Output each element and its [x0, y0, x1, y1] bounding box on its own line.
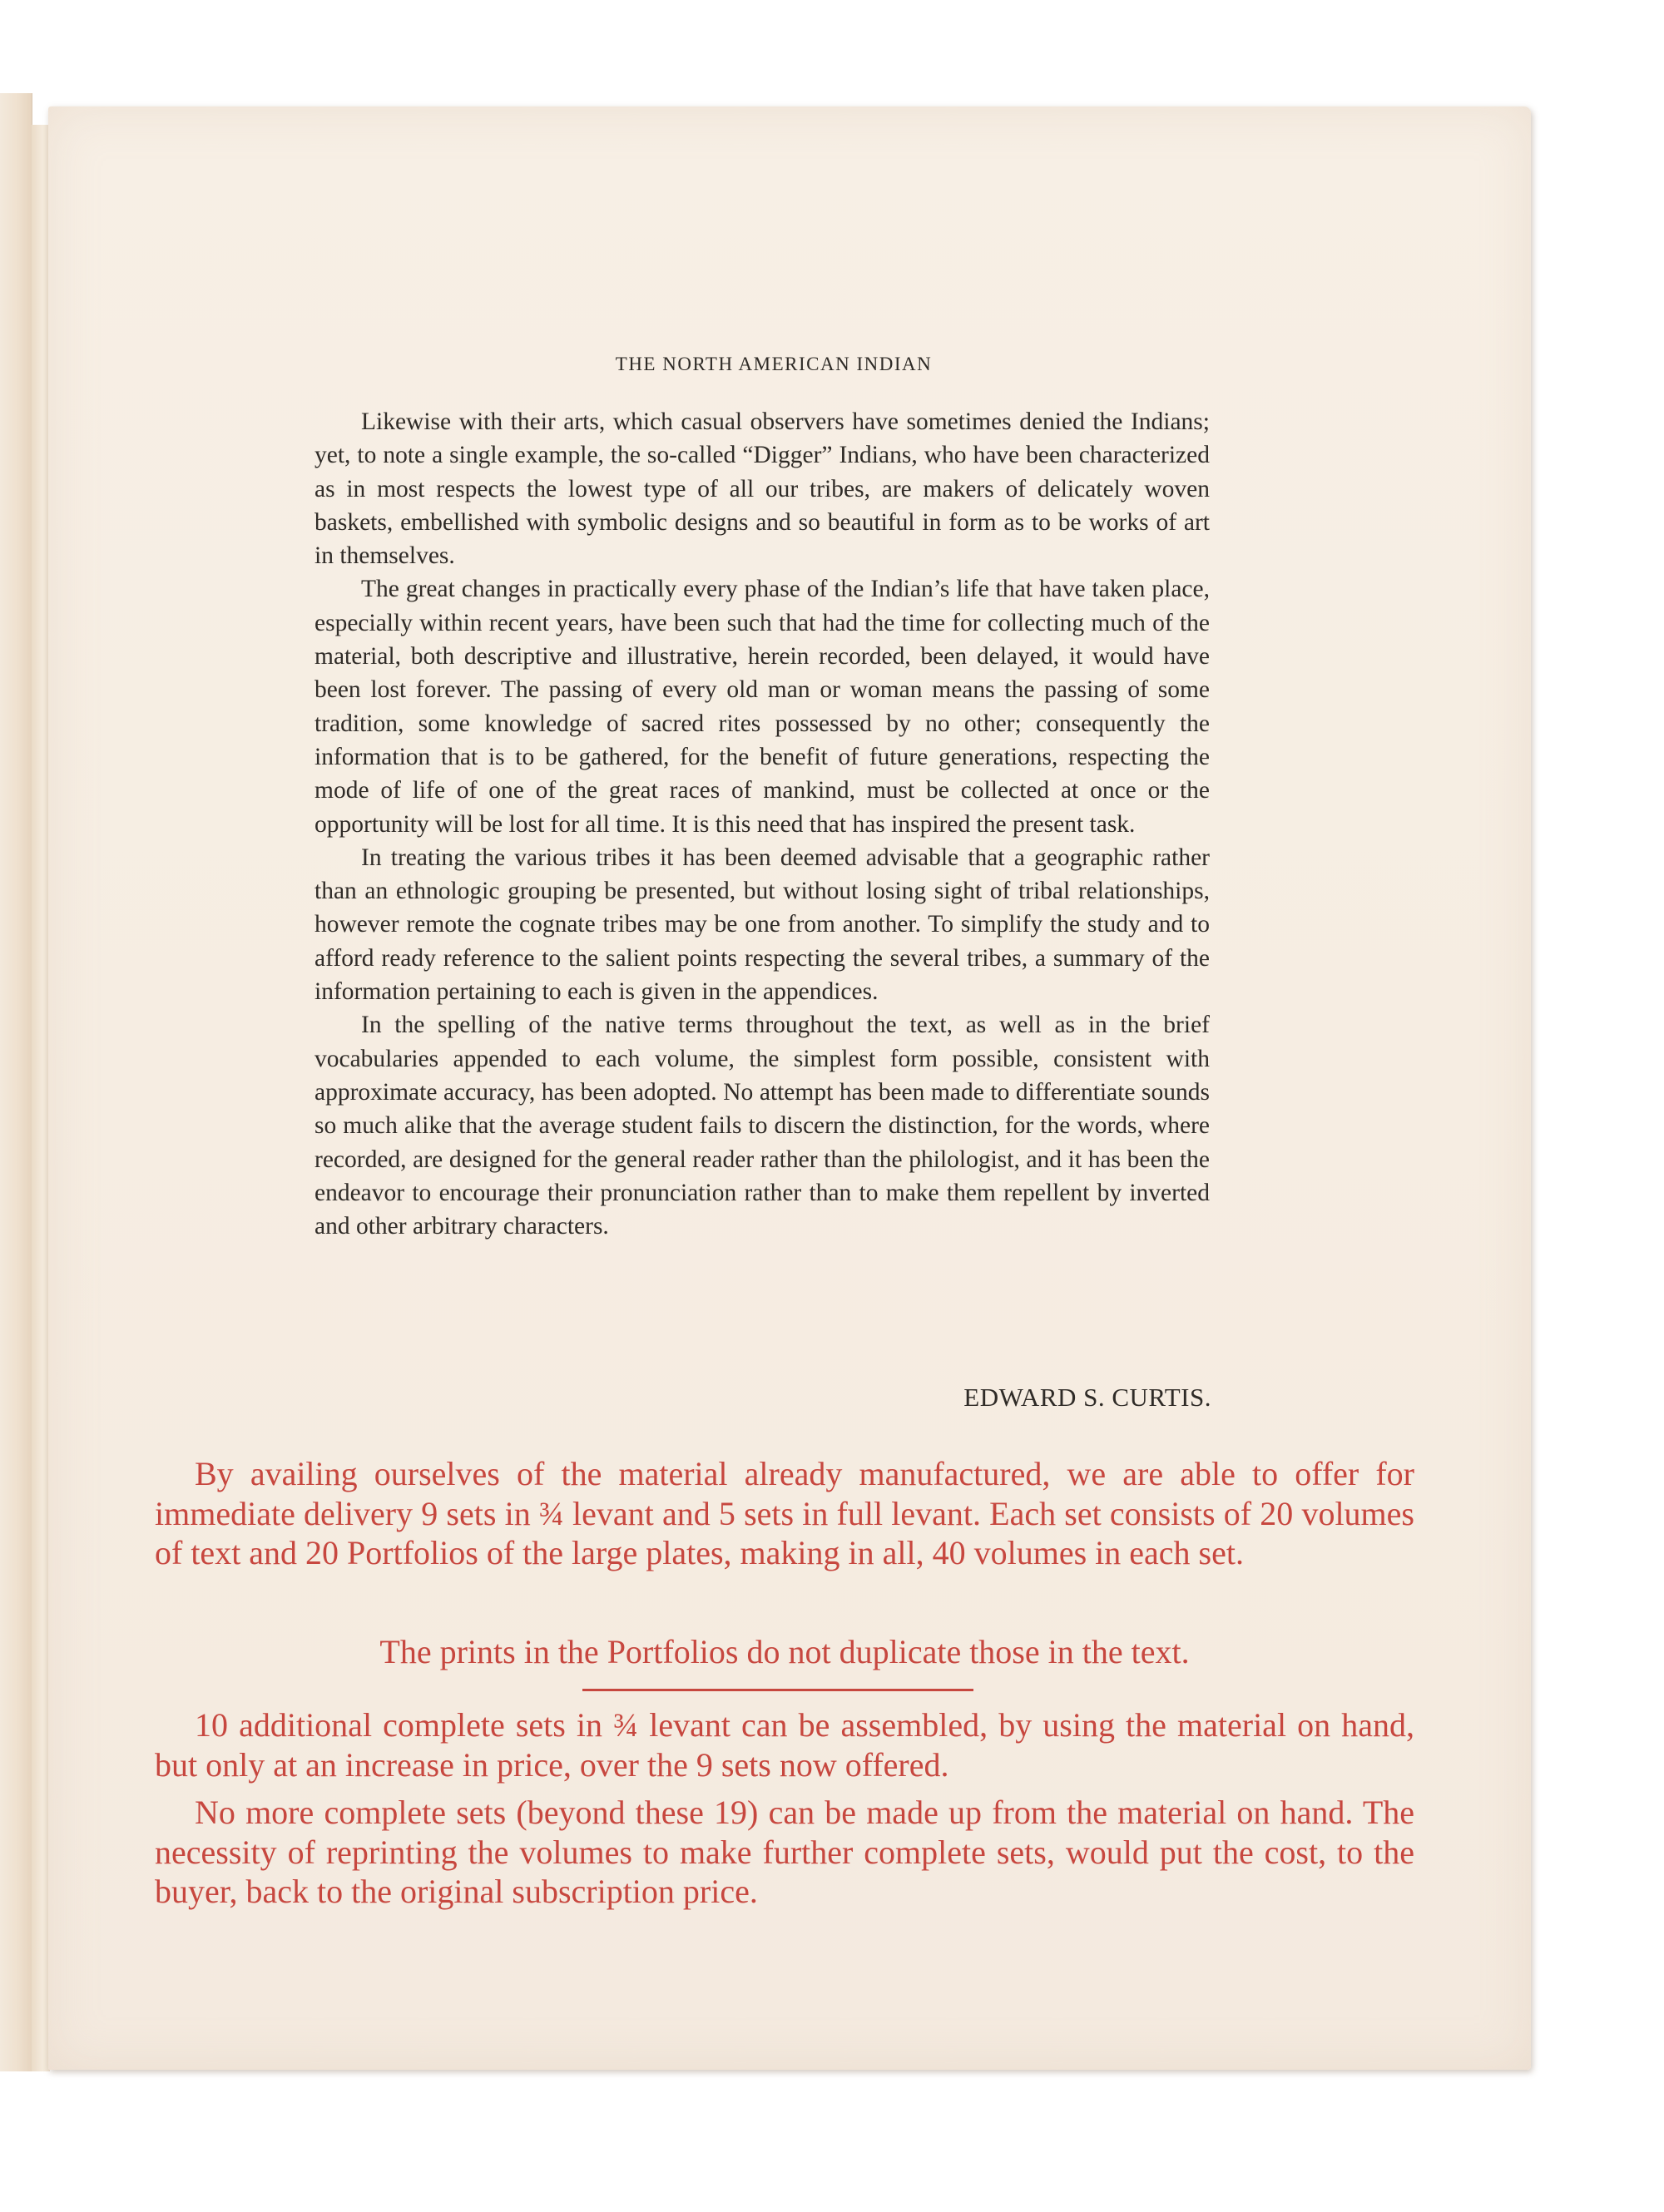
- page-gutter: [32, 125, 50, 2071]
- previous-page-edge: [0, 93, 32, 2071]
- running-head: THE NORTH AMERICAN INDIAN: [615, 354, 933, 374]
- body-paragraph: In the spelling of the native terms throughout the text, as well as in the brief vocabularies appended to each volume, the simplest form possible, consistent with approximate accuracy, has been adopted. No attempt has been made to differentiate sounds so much alike that the average student fails to discern the distinction, for the words, where recorded, are designed for the general reader rather than the philologist, and it has been the endeavor to encourage their pronunciation rather than to make them repellent by inverted and other arbitrary characters.: [314, 1012, 1210, 1240]
- sale-notice-paragraph: By availing ourselves of the material already manufactured, we are able to offer for immediate delivery 9 sets in ¾ levant and 5 sets in full levant. Each set consists of 20 volumes of text and 20 Portfolios of the large plates, making in all, 40 volumes in each set.: [155, 1455, 1414, 1571]
- portfolio-note: The prints in the Portfolios do not duplicate those in the text.: [379, 1633, 1190, 1670]
- additional-sets-notice: [155, 1705, 1414, 1920]
- divider-rule: [582, 1689, 973, 1691]
- body-paragraph: Likewise with their arts, which casual observers have sometimes denied the Indians; yet, to note a single example, the so-called “Digger” Indians, who have been characterized as in most respects the lowest type of all our tribes, are makers of delicately woven baskets, embellished with symbolic designs and so beautiful in form as to be works of art in themselves.: [314, 408, 1210, 570]
- reprint-paragraph: No more complete sets (beyond these 19) can be made up from the material on hand. The necessity of reprinting the volumes to make further complete sets, would put the cost, to the buyer, back to the original subscription price.: [155, 1794, 1414, 1910]
- author-signature: EDWARD S. CURTIS.: [963, 1383, 1211, 1412]
- body-paragraph: The great changes in practically every phase of the Indian’s life that have taken place, especially within recent years, have been such that had the time for collecting much of the material, both descriptive and illustrative, herein recorded, been delayed, it would have been lost forever. The passing of every old man or woman means the passing of some tradition, some knowledge of sacred rites possessed by no other; consequently the information that is to be gathered, for the benefit of future generations, respecting the mode of life of one of the great races of mankind, must be collected at once or the opportunity will be lost for all time. It is this need that has inspired the present task.: [314, 576, 1210, 838]
- body-paragraph: In treating the various tribes it has been deemed advisable that a geographic rather than an ethnologic grouping be presented, but without losing sight of tribal relationships, however remote the cognate tribes may be one from another. To simplify the study and to afford ready reference to the salient points respecting the several tribes, a summary of the information pertaining to each is given in the appendices.: [314, 844, 1210, 1006]
- additional-sets-paragraph: 10 additional complete sets in ¾ levant can be assembled, by using the material on hand, but only at an increase in price, over the 9 sets now offered.: [155, 1706, 1414, 1784]
- body-text: [314, 405, 1210, 1243]
- sale-notice: [155, 1454, 1414, 1573]
